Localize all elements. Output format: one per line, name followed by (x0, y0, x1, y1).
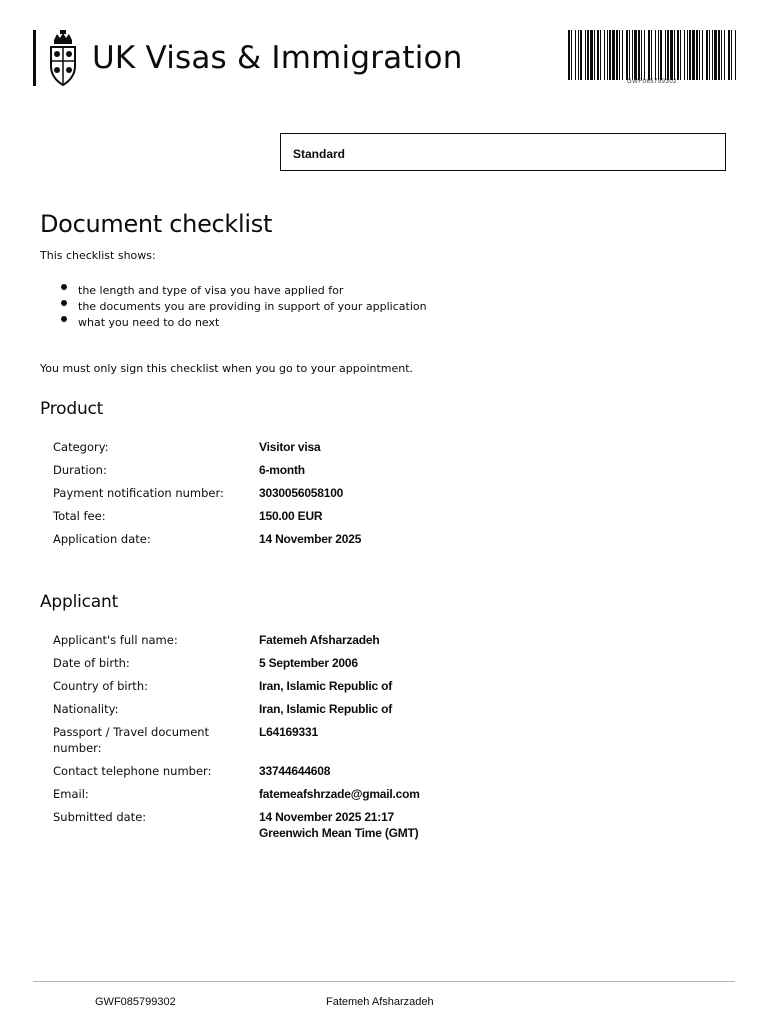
detail-row (53, 786, 753, 809)
bullet-item: the documents you are providing in support of your application (40, 299, 427, 315)
detail-label: Total fee: (53, 509, 106, 523)
detail-value: 150.00 EUR (259, 509, 323, 523)
detail-value: Visitor visa (259, 440, 321, 454)
service-level-label: Standard (293, 147, 346, 161)
detail-row (53, 678, 753, 701)
detail-label: Payment notification number: (53, 486, 224, 500)
footer-reference: GWF085799302 (95, 996, 176, 1008)
detail-label: Email: (53, 787, 89, 801)
product-details (53, 439, 753, 554)
page-title: Document checklist (40, 210, 273, 238)
detail-row (53, 531, 753, 554)
detail-label: Duration: (53, 463, 107, 477)
detail-value: L64169331 (259, 725, 318, 739)
detail-label: Application date: (53, 532, 151, 546)
applicant-details (53, 632, 753, 849)
detail-value: 5 September 2006 (259, 656, 358, 670)
detail-label: Category: (53, 440, 109, 454)
barcode-icon (568, 30, 736, 80)
detail-value: 14 November 2025 (259, 532, 362, 546)
footer-applicant-name: Fatemeh Afsharzadeh (326, 996, 434, 1008)
detail-value: 3030056058100 (259, 486, 344, 500)
brand-title: UK Visas & Immigration (92, 40, 463, 76)
detail-value: 33744644608 (259, 764, 331, 778)
royal-crest-icon (46, 28, 80, 88)
detail-row (53, 462, 753, 485)
detail-row (53, 724, 753, 763)
detail-row (53, 701, 753, 724)
intro-text: This checklist shows: (40, 249, 156, 262)
checklist-bullets (40, 283, 427, 331)
detail-label: Contact telephone number: (53, 764, 212, 778)
detail-label: Passport / Travel document number: (53, 725, 210, 755)
detail-value: Iran, Islamic Republic of (259, 679, 393, 693)
bullet-item: the length and type of visa you have applied for (40, 283, 427, 299)
detail-label: Date of birth: (53, 656, 130, 670)
applicant-heading: Applicant (40, 592, 119, 612)
detail-label: Country of birth: (53, 679, 148, 693)
detail-value: 14 November 2025 21:17 Greenwich Mean Time (GMT) (259, 810, 419, 840)
barcode-text: GWF085799302 (626, 79, 678, 85)
product-heading: Product (40, 399, 104, 419)
detail-row (53, 763, 753, 786)
detail-label: Applicant's full name: (53, 633, 178, 647)
footer-divider (33, 981, 735, 982)
detail-row (53, 632, 753, 655)
detail-row (53, 508, 753, 531)
sign-note: You must only sign this checklist when you go to your appointment. (40, 362, 414, 375)
detail-row (53, 485, 753, 508)
detail-row (53, 439, 753, 462)
header-divider (33, 30, 36, 86)
detail-row (53, 809, 753, 849)
detail-value: fatemeafshrzade@gmail.com (259, 787, 420, 801)
detail-label: Submitted date: (53, 810, 147, 824)
service-level-box (280, 133, 726, 171)
detail-value: 6-month (259, 463, 305, 477)
detail-value: Iran, Islamic Republic of (259, 702, 393, 716)
detail-label: Nationality: (53, 702, 119, 716)
detail-value: Fatemeh Afsharzadeh (259, 633, 380, 647)
detail-row (53, 655, 753, 678)
bullet-item: what you need to do next (40, 315, 427, 331)
